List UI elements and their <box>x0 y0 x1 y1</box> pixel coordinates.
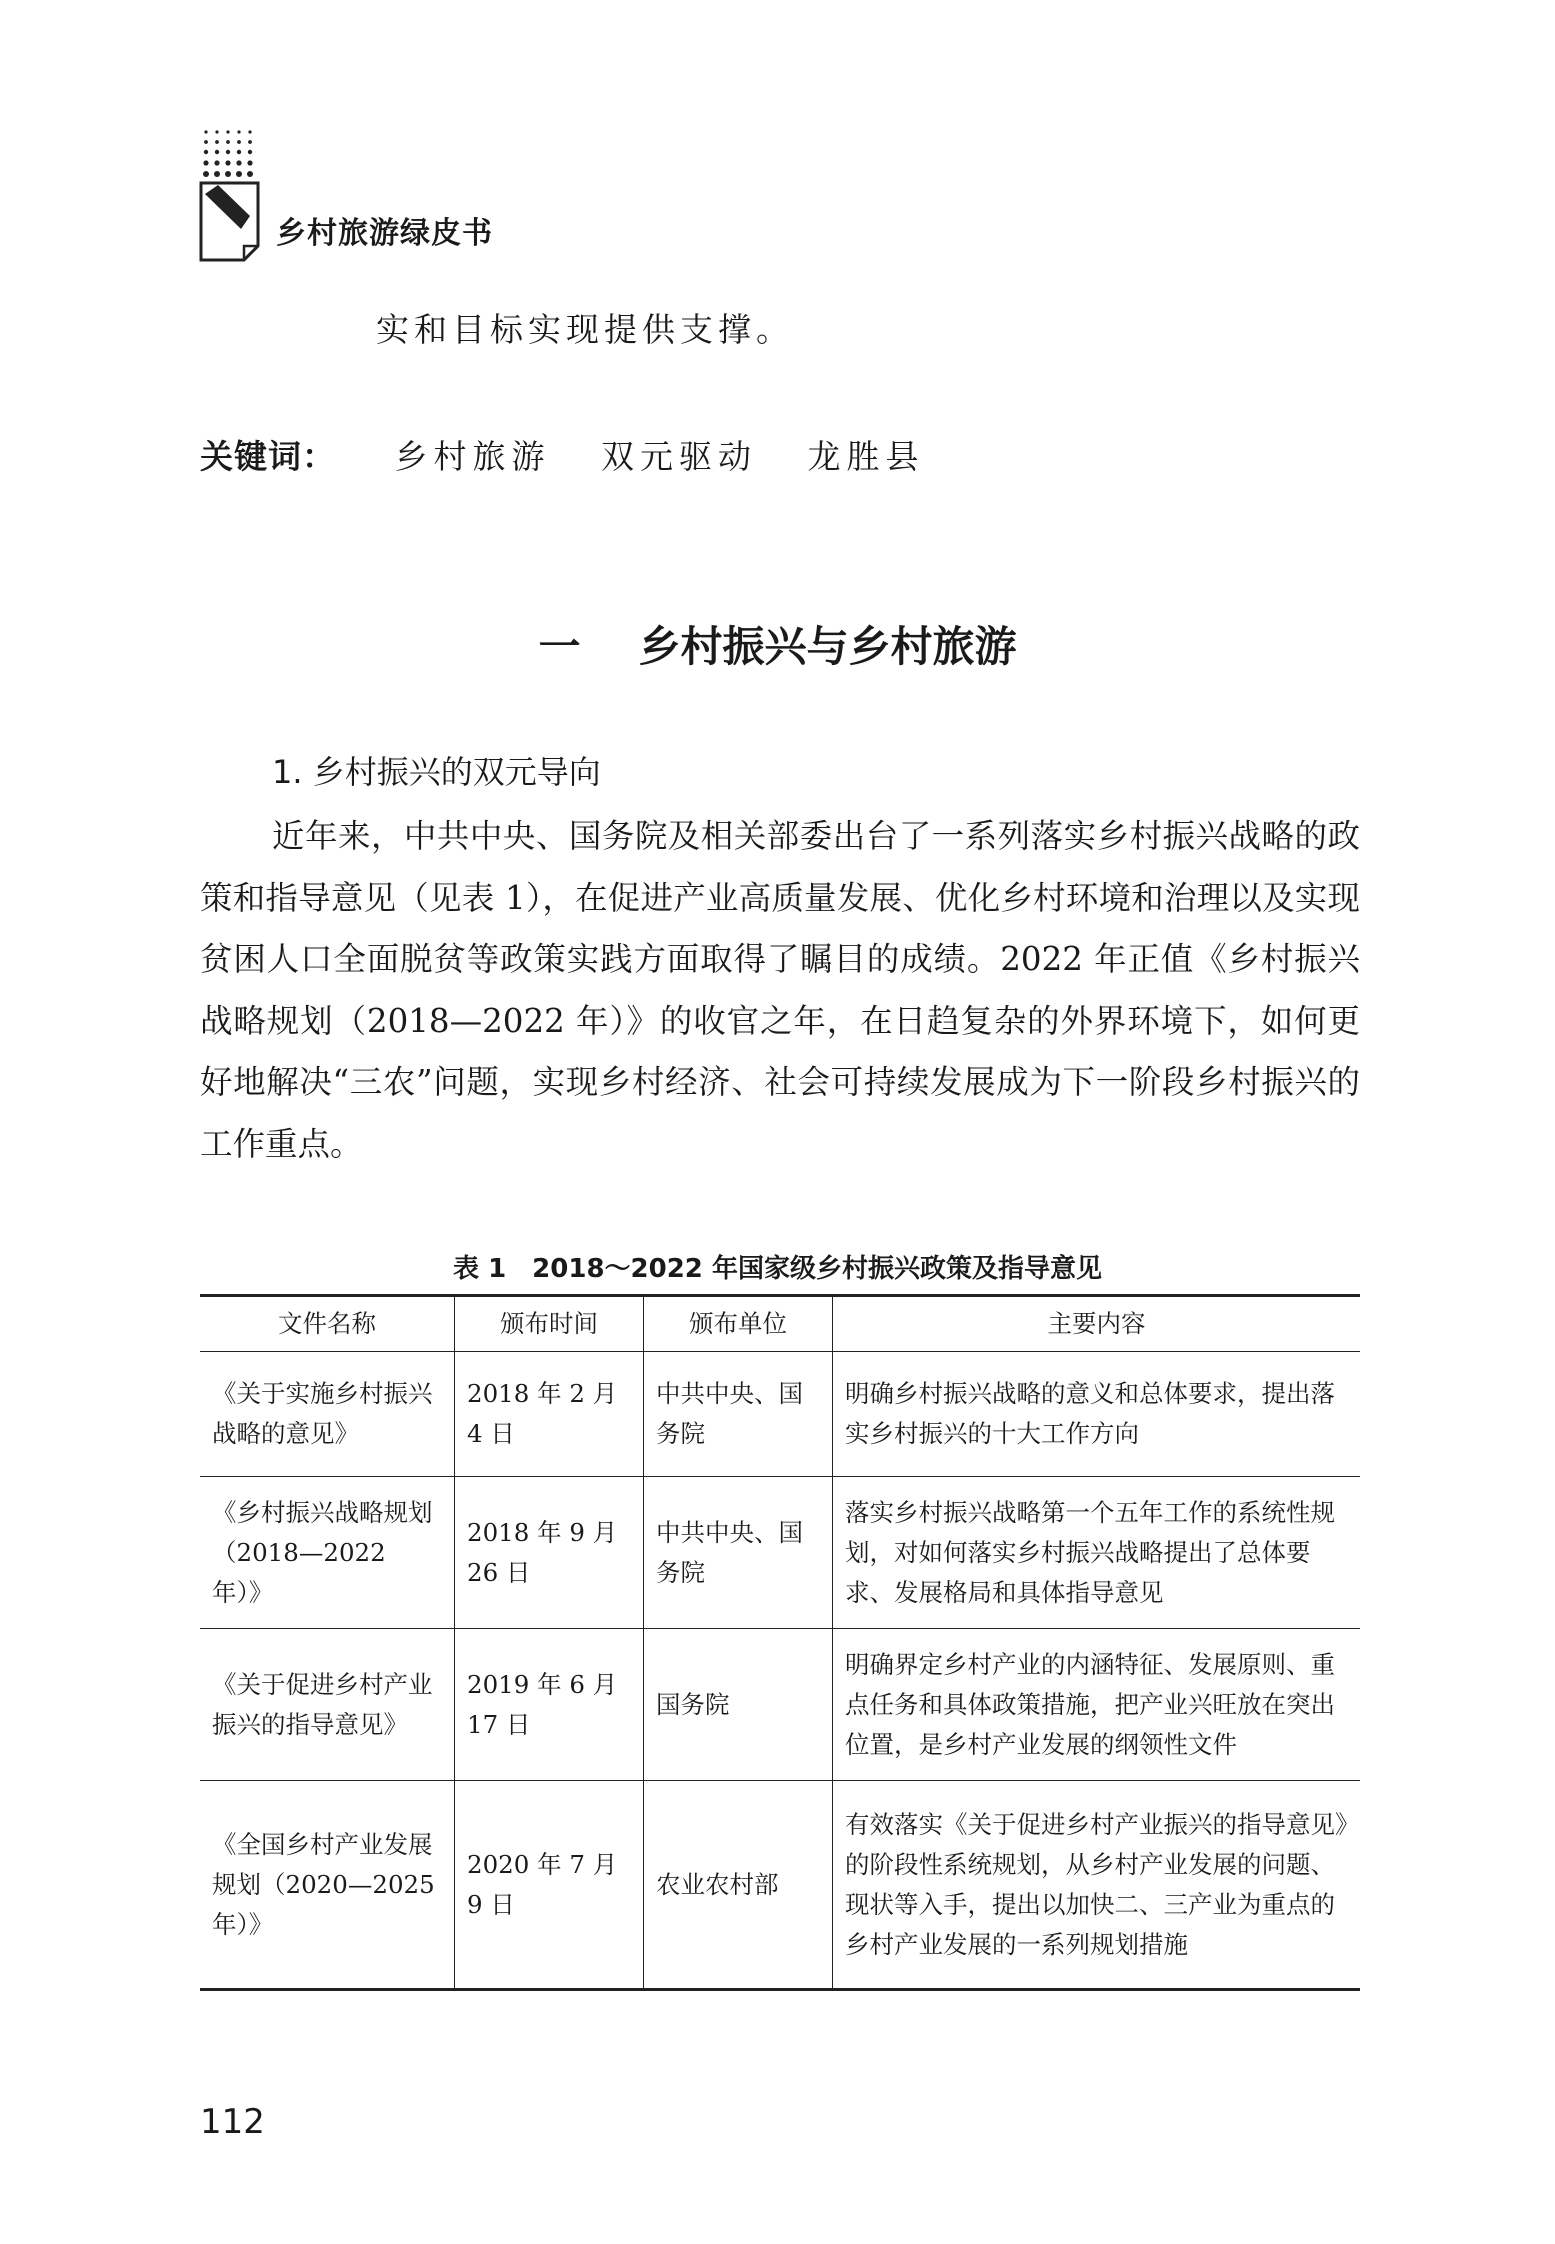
table-header-row <box>200 1296 1360 1352</box>
section-title: 乡村振兴与乡村旅游 <box>638 622 1017 671</box>
cell-content: 有效落实《关于促进乡村产业振兴的指导意见》的阶段性系统规划，从乡村产业发展的问题、现状等入手，提出以加快二、三产业为重点的乡村产业发展的一系列规划措施 <box>833 1781 1361 1990</box>
column-header: 颁布单位 <box>644 1296 833 1352</box>
cell-document-name: 《关于促进乡村产业振兴的指导意见》 <box>200 1629 455 1781</box>
table-row <box>200 1352 1360 1477</box>
cell-content: 落实乡村振兴战略第一个五年工作的系统性规划，对如何落实乡村振兴战略提出了总体要求、发展格局和具体指导意见 <box>833 1477 1361 1629</box>
continuation-line: 实和目标实现提供支撑。 <box>376 310 794 349</box>
cell-issuer: 中共中央、国务院 <box>644 1352 833 1477</box>
column-header: 主要内容 <box>833 1296 1361 1352</box>
cell-issuer: 农业农村部 <box>644 1781 833 1990</box>
cell-issue-date: 2020 年 7 月 9 日 <box>455 1781 644 1990</box>
cell-issue-date: 2019 年 6 月 17 日 <box>455 1629 644 1781</box>
cell-issue-date: 2018 年 9 月 26 日 <box>455 1477 644 1629</box>
table-row <box>200 1629 1360 1781</box>
table-caption: 表 1 2018～2022 年国家级乡村振兴政策及指导意见 <box>453 1254 1102 1284</box>
cell-issuer: 中共中央、国务院 <box>644 1477 833 1629</box>
keyword: 乡村旅游 <box>394 437 551 476</box>
table-row <box>200 1781 1360 1990</box>
table-row <box>200 1477 1360 1629</box>
cell-document-name: 《全国乡村产业发展规划（2020—2025 年）》 <box>200 1781 455 1990</box>
keywords-label: 关键词： <box>200 437 336 476</box>
cell-content: 明确界定乡村产业的内涵特征、发展原则、重点任务和具体政策措施，把产业兴旺放在突出位置，是乡村产业发展的纲领性文件 <box>833 1629 1361 1781</box>
column-header: 颁布时间 <box>455 1296 644 1352</box>
cell-issue-date: 2018 年 2 月 4 日 <box>455 1352 644 1477</box>
series-logo-icon <box>198 128 262 262</box>
series-title: 乡村旅游绿皮书 <box>276 216 493 251</box>
keywords-line <box>200 431 925 478</box>
cell-document-name: 《乡村振兴战略规划（2018—2022 年）》 <box>200 1477 455 1629</box>
page-number: 112 <box>200 2102 265 2142</box>
subsection-heading: 1. 乡村振兴的双元导向 <box>272 753 601 791</box>
keyword: 双元驱动 <box>601 437 757 476</box>
cell-issuer: 国务院 <box>644 1629 833 1781</box>
column-header: 文件名称 <box>200 1296 455 1352</box>
body-paragraph: 近年来，中共中央、国务院及相关部委出台了一系列落实乡村振兴战略的政策和指导意见（见表 1），在促进产业高质量发展、优化乡村环境和治理以及实现贫困人口全面脱贫等政策实践方面取得了瞩目的成绩。2022 年正值《乡村振兴战略规划（2018—2022 年）》的收官之年，在日趋复杂的外界环境下，如何更好地解决“三农”问题，实现乡村经济、社会可持续发展成为下一阶段乡村振兴的工作重点。 <box>200 817 1360 1163</box>
section-heading <box>0 614 1555 674</box>
cell-content: 明确乡村振兴战略的意义和总体要求，提出落实乡村振兴的十大工作方向 <box>833 1352 1361 1477</box>
section-number: 一 <box>538 622 581 671</box>
keyword: 龙胜县 <box>807 437 925 476</box>
cell-document-name: 《关于实施乡村振兴战略的意见》 <box>200 1352 455 1477</box>
policy-table <box>200 1294 1360 1991</box>
